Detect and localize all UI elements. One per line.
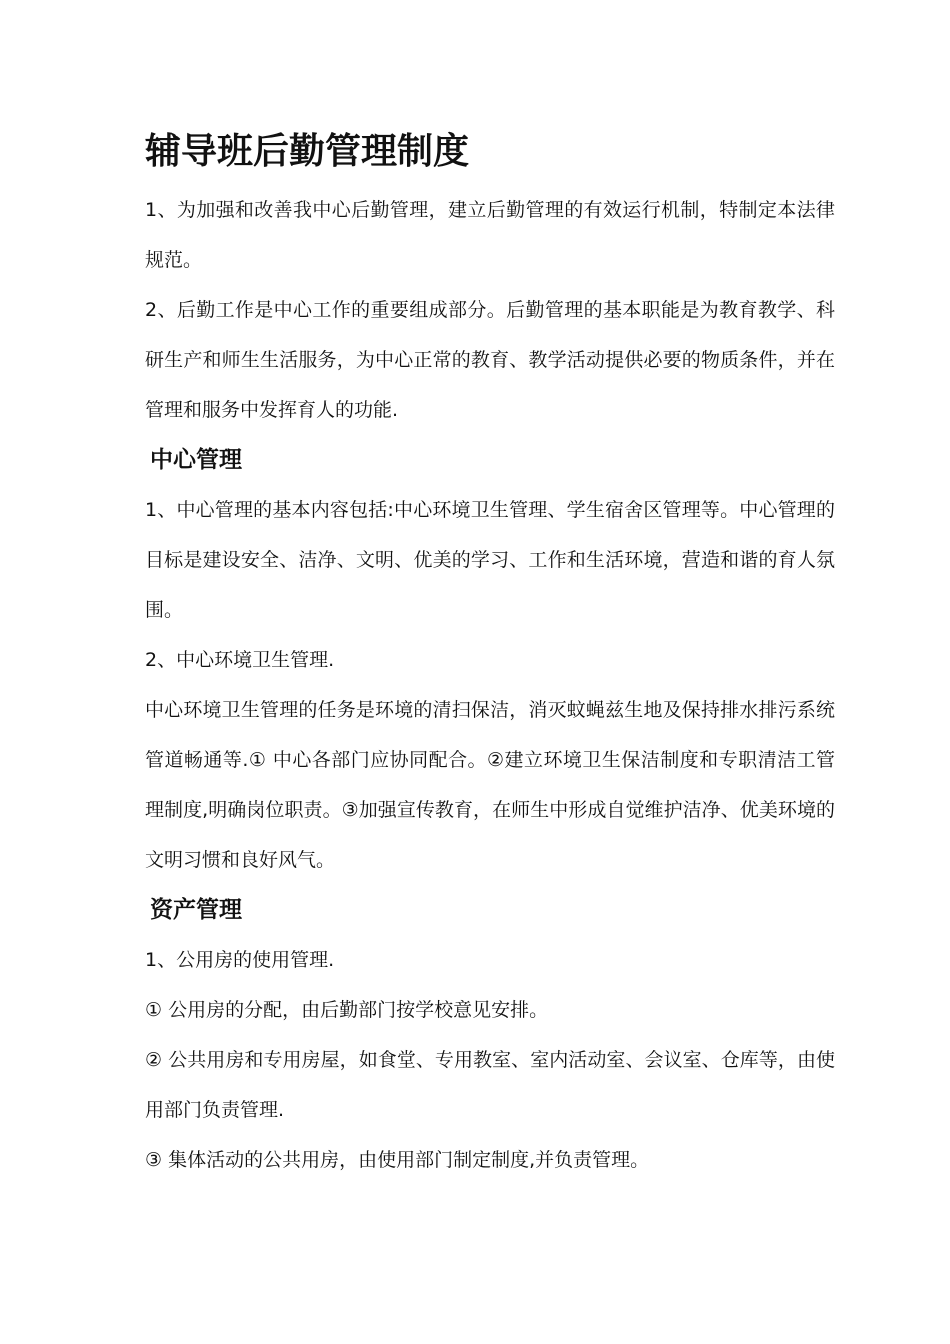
center-management-paragraph-3: 中心环境卫生管理的任务是环境的清扫保洁，消灭蚊蝇兹生地及保持排水排污系统管道畅通等.① 中心各部门应协同配合。②建立环境卫生保洁制度和专职清洁工管理制度,明确岗位职责。③加强宣传教育，在师生中形成自觉维护洁净、优美环境的文明习惯和良好风气。 bbox=[145, 699, 835, 871]
document-title: 辅导班后勤管理制度 bbox=[145, 131, 470, 172]
asset-management-paragraph-1: 1、公用房的使用管理. bbox=[145, 949, 335, 971]
section-heading-center-management: 中心管理 bbox=[150, 447, 242, 473]
intro-paragraph-2: 2、后勤工作是中心工作的重要组成部分。后勤管理的基本职能是为教育教学、科研生产和师生生活服务，为中心正常的教育、教学活动提供必要的物质条件，并在管理和服务中发挥育人的功能. bbox=[145, 299, 835, 421]
asset-management-paragraph-2: ① 公用房的分配，由后勤部门按学校意见安排。 bbox=[145, 999, 549, 1021]
asset-management-paragraph-3: ② 公共用房和专用房屋，如食堂、专用教室、室内活动室、会议室、仓库等，由使用部门负责管理. bbox=[145, 1049, 835, 1121]
center-management-paragraph-1: 1、中心管理的基本内容包括:中心环境卫生管理、学生宿舍区管理等。中心管理的目标是建设安全、洁净、文明、优美的学习、工作和生活环境，营造和谐的育人氛围。 bbox=[145, 499, 835, 621]
asset-management-paragraph-4: ③ 集体活动的公共用房，由使用部门制定制度,并负责管理。 bbox=[145, 1149, 650, 1171]
center-management-paragraph-2: 2、中心环境卫生管理. bbox=[145, 649, 335, 671]
intro-paragraph-1: 1、为加强和改善我中心后勤管理，建立后勤管理的有效运行机制，特制定本法律规范。 bbox=[145, 199, 835, 271]
document-body bbox=[145, 127, 835, 1185]
section-heading-asset-management: 资产管理 bbox=[150, 897, 242, 923]
